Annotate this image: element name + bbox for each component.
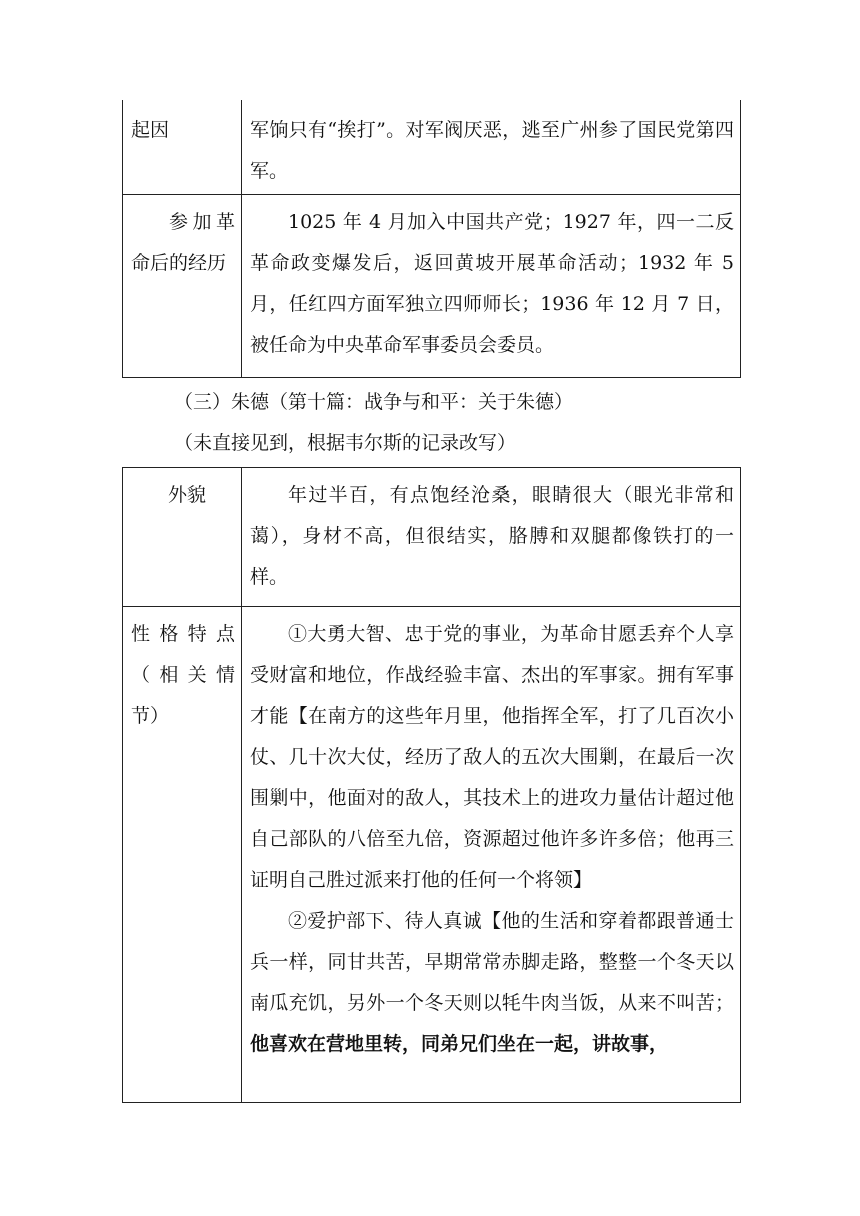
row-label: 参加革命后的经历 [131,211,235,274]
row-label: 起因 [131,119,170,141]
section-note: （未直接见到，根据韦尔斯的记录改写） [174,432,517,454]
info-table-1 [122,100,741,378]
paragraph-text: ②爱护部下、待人真诚【他的生活和穿着都跟普通士兵一样，同甘共苦，早期常常赤脚走路，整整一个冬天以南瓜充饥，另外一个冬天则以牦牛肉当饭，从来不叫苦； [250,910,734,1014]
row-label: 外貌 [168,484,207,506]
row-content-cell [242,100,741,195]
table-row [123,468,741,607]
row-content-cell [242,195,741,378]
info-table-2 [122,467,741,1103]
row-content-cell [242,607,741,1103]
table-row [123,195,741,378]
row-content: 军饷只有“挨打”。对军阀厌恶，逃至广州参了国民党第四军。 [250,119,734,182]
row-label-cell [123,195,242,378]
row-content-cell [242,468,741,607]
row-label-cell [123,100,242,195]
row-label: 性格特点（相关情节） [131,623,235,727]
paragraph-bold-text: 他喜欢在营地里转，同弟兄们坐在一起，讲故事， [250,1033,669,1055]
table-row [123,100,741,195]
row-content: 年过半百，有点饱经沧桑，眼睛很大（眼光非常和蔼），身材不高，但很结实，胳膊和双腿都像铁打的一样。 [250,484,734,588]
row-content: 1025 年 4 月加入中国共产党；1927 年，四一二反革命政变爆发后，返回黄坡开展革命活动；1932 年 5 月，任红四方面军独立四师师长；1936 年 12 月 7 日，被任命为中央革命军事委员会委员。 [250,211,734,356]
row-label-cell [123,607,242,1103]
row-content-paragraph-1: ①大勇大智、忠于党的事业，为革命甘愿丢弃个人享受财富和地位，作战经验丰富、杰出的军事家。拥有军事才能【在南方的这些年月里，他指挥全军，打了几百次小仗、几十次大仗，经历了敌人的五次大围剿，在最后一次围剿中，他面对的敌人，其技术上的进攻力量估计超过他自己部队的八倍至九倍，资源超过他许多许多倍；他再三证明自己胜过派来打他的任何一个将领】 [250,623,734,891]
table-row [123,607,741,1103]
row-content-paragraph-2 [242,901,740,1065]
section-heading: （三）朱德（第十篇：战争与和平：关于朱德） [174,391,574,413]
row-label-cell [123,468,242,607]
